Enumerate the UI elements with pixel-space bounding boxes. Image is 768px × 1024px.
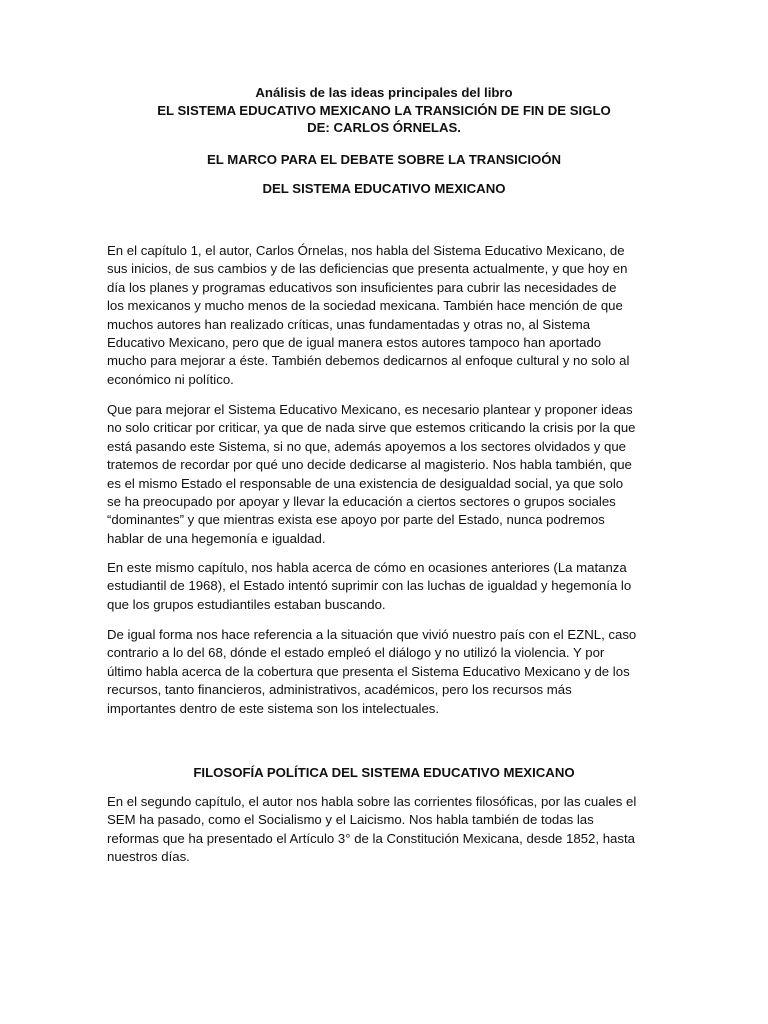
title-line-1: Análisis de las ideas principales del libro <box>255 85 513 100</box>
paragraph-2 <box>107 401 707 548</box>
paragraph-line: reformas que ha presentado el Artículo 3° de la Constitución Mexicana, desde 1852, hasta <box>107 830 635 846</box>
section-2-heading: FILOSOFÍA POLÍTICA DEL SISTEMA EDUCATIVO MEXICANO <box>193 765 575 780</box>
title-line-3: DE: CARLOS ÓRNELAS. <box>307 120 461 135</box>
paragraph-line: tratemos de recordar por qué uno decide dedicarse al magisterio. Nos habla también, que <box>107 457 632 473</box>
paragraph-line: En el capítulo 1, el autor, Carlos Órnelas, nos habla del Sistema Educativo Mexicano, de <box>107 243 625 258</box>
paragraph-line: “dominantes” y que mientras exista ese apoyo por parte del Estado, nunca podremos <box>107 512 605 528</box>
paragraph-line: contrario a lo del 68, dónde el estado empleó el diálogo y no utilizó la violencia. Y por <box>107 645 605 661</box>
paragraph-line: recursos, tanto financieros, administrativos, académicos, pero los recursos más <box>107 682 572 698</box>
paragraph-line: muchos autores han realizado críticas, unas fundamentadas y otras no, al Sistema <box>107 316 591 332</box>
paragraph-line: nuestros días. <box>107 849 190 865</box>
paragraph-line: está pasando este Sistema, si no que, además apoyemos a los sectores olvidados y que <box>107 438 627 454</box>
paragraph-line: Educativo Mexicano, pero que de igual manera estos autores tampoco han aportado <box>107 335 602 351</box>
paragraph-line: los mexicanos y mucho menos de la sociedad mexicana. También hace mención de que <box>107 298 623 314</box>
title-line-2: EL SISTEMA EDUCATIVO MEXICANO LA TRANSICIÓN DE FIN DE SIGLO <box>157 102 611 118</box>
document-title <box>0 84 768 137</box>
paragraph-line: De igual forma nos hace referencia a la situación que vivió nuestro país con el EZNL, caso <box>107 627 637 642</box>
paragraph-3 <box>107 559 707 614</box>
paragraph-line: económico ni político. <box>107 371 234 387</box>
paragraph-line: mucho para mejorar a éste. También debemos dedicarnos al enfoque cultural y no solo al <box>107 353 630 369</box>
paragraph-line: sus inicios, de sus cambios y de las deficiencias que presenta actualmente, y que hoy en <box>107 261 628 277</box>
paragraph-line: Que para mejorar el Sistema Educativo Mexicano, es necesario plantear y proponer ideas <box>107 402 633 417</box>
paragraph-line: importantes dentro de este sistema son los intelectuales. <box>107 700 440 716</box>
paragraph-4 <box>107 626 707 718</box>
paragraph-line: En este mismo capítulo, nos habla acerca de cómo en ocasiones anteriores (La matanza <box>107 560 627 575</box>
paragraph-line: se ha preocupado por apoyar y llevar la educación a ciertos sectores o grupos sociales <box>107 494 616 510</box>
paragraph-line: último habla acerca de la cobertura que presenta el Sistema Educativo Mexicano y de los <box>107 663 630 679</box>
paragraph-5 <box>107 793 707 867</box>
paragraph-line: estudiantil de 1968), el Estado intentó suprimir con las luchas de igualdad y hegemonía lo <box>107 578 632 594</box>
paragraph-line: En el segundo capítulo, el autor nos habla sobre las corrientes filosóficas, por las cuales el <box>107 794 637 809</box>
paragraph-line: hablar de una hegemonía e igualdad. <box>107 530 326 546</box>
paragraph-line: que los grupos estudiantiles estaban buscando. <box>107 596 386 612</box>
paragraph-1 <box>107 242 707 389</box>
paragraph-line: SEM ha pasado, como el Socialismo y el Laicismo. Nos habla también de todas las <box>107 812 594 828</box>
paragraph-line: día los planes y programas educativos son insuficientes para cubrir las necesidades de <box>107 279 617 295</box>
section-1-heading-line-1: EL MARCO PARA EL DEBATE SOBRE LA TRANSICIOÓN <box>206 152 562 167</box>
section-1-heading-line-2: DEL SISTEMA EDUCATIVO MEXICANO <box>262 181 506 196</box>
paragraph-line: es el mismo Estado el responsable de una existencia de desigualdad social, ya que solo <box>107 475 624 491</box>
paragraph-line: no solo criticar por criticar, ya que de nada sirve que estemos criticando la crisis por la que <box>107 420 636 436</box>
